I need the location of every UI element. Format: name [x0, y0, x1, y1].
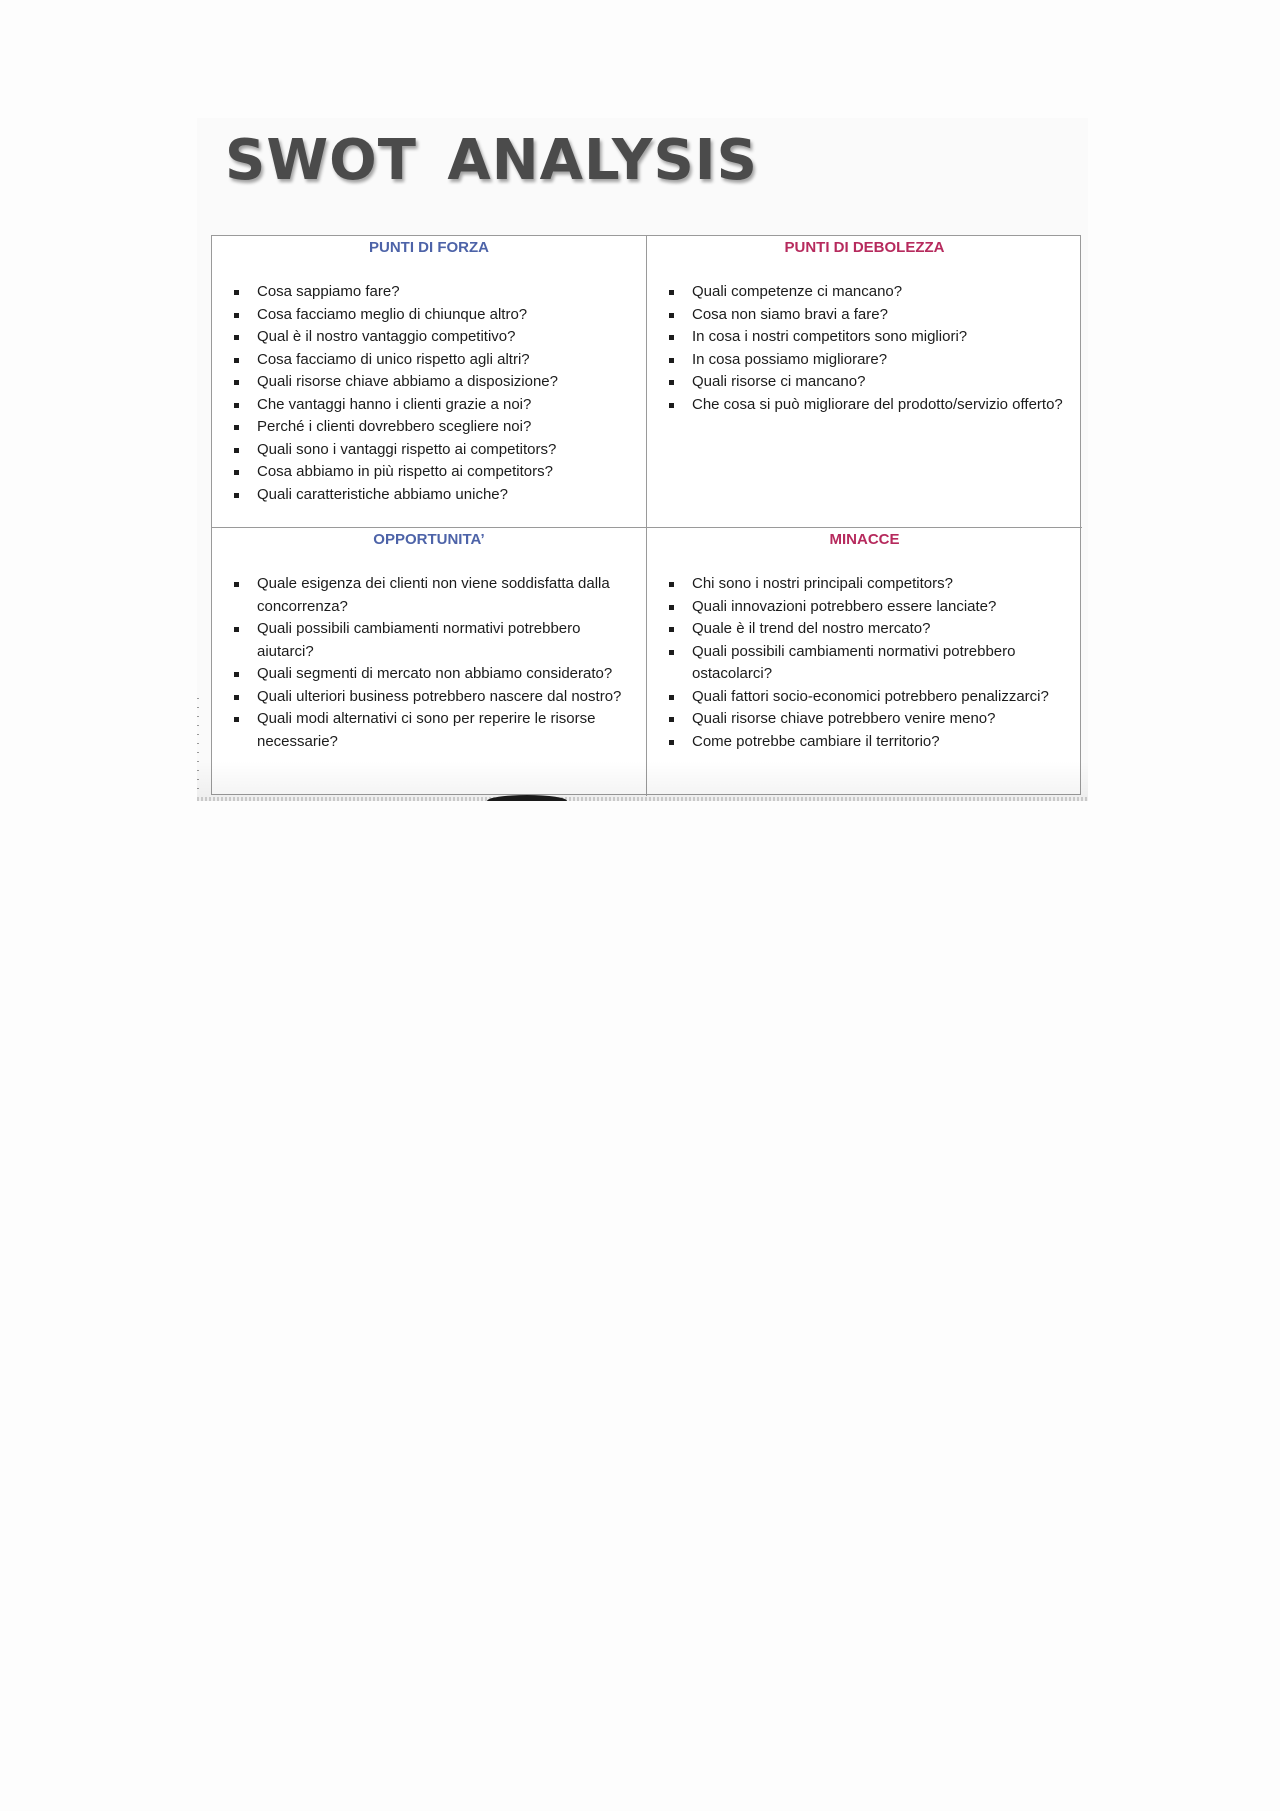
list-item: Quali competenze ci mancano?: [669, 281, 1082, 304]
list-item: Cosa facciamo di unico rispetto agli altri?: [234, 349, 646, 372]
list-item: Quali sono i vantaggi rispetto ai competitors?: [234, 439, 646, 462]
list-item: Quali ulteriori business potrebbero nascere dal nostro?: [234, 686, 646, 709]
opportunities-list: [212, 573, 646, 753]
list-item: Quali innovazioni potrebbero essere lanciate?: [669, 596, 1082, 619]
swot-image: [197, 118, 1088, 801]
list-item: Quale è il trend del nostro mercato?: [669, 618, 1082, 641]
bottom-shade: [197, 761, 1088, 801]
weaknesses-list: [647, 281, 1082, 416]
quadrant-strengths: [212, 236, 647, 528]
quadrant-threats: [647, 528, 1082, 796]
quadrant-heading-strengths: PUNTI DI FORZA: [369, 239, 489, 256]
list-item: Quali risorse chiave abbiamo a disposizione?: [234, 371, 646, 394]
list-item: Chi sono i nostri principali competitors?: [669, 573, 1082, 596]
list-item: In cosa possiamo migliorare?: [669, 349, 1082, 372]
list-item: Quali possibili cambiamenti normativi potrebbero aiutarci?: [234, 618, 646, 663]
quadrant-heading-opportunities: OPPORTUNITA’: [373, 531, 485, 548]
list-item: In cosa i nostri competitors sono migliori?: [669, 326, 1082, 349]
list-item: Perché i clienti dovrebbero scegliere noi?: [234, 416, 646, 439]
list-item: Quale esigenza dei clienti non viene soddisfatta dalla concorrenza?: [234, 573, 646, 618]
list-item: Cosa sappiamo fare?: [234, 281, 646, 304]
quadrant-weaknesses: [647, 236, 1082, 528]
list-item: Che vantaggi hanno i clienti grazie a noi?: [234, 394, 646, 417]
list-item: Quali risorse chiave potrebbero venire meno?: [669, 708, 1082, 731]
threats-list: [647, 573, 1082, 753]
list-item: Che cosa si può migliorare del prodotto/servizio offerto?: [669, 394, 1082, 417]
quadrant-opportunities: [212, 528, 647, 796]
strengths-list: [212, 281, 646, 506]
list-item: Cosa facciamo meglio di chiunque altro?: [234, 304, 646, 327]
list-item: Quali risorse ci mancano?: [669, 371, 1082, 394]
list-item: Quali caratteristiche abbiamo uniche?: [234, 484, 646, 507]
list-item: Cosa abbiamo in più rispetto ai competitors?: [234, 461, 646, 484]
list-item: Cosa non siamo bravi a fare?: [669, 304, 1082, 327]
swot-grid: [211, 235, 1081, 795]
quadrant-heading-weaknesses: PUNTI DI DEBOLEZZA: [784, 239, 945, 256]
scan-artifact: [487, 795, 567, 801]
list-item: Quali modi alternativi ci sono per reperire le risorse necessarie?: [234, 708, 646, 753]
bottom-edge: [197, 797, 1088, 801]
list-item: Come potrebbe cambiare il territorio?: [669, 731, 1082, 754]
quadrant-heading-threats: MINACCE: [829, 531, 900, 548]
list-item: Quali segmenti di mercato non abbiamo considerato?: [234, 663, 646, 686]
list-item: Quali possibili cambiamenti normativi potrebbero ostacolarci?: [669, 641, 1082, 686]
list-item: Quali fattori socio-economici potrebbero penalizzarci?: [669, 686, 1082, 709]
list-item: Qual è il nostro vantaggio competitivo?: [234, 326, 646, 349]
page-title: SWOT ANALYSIS: [225, 128, 758, 193]
